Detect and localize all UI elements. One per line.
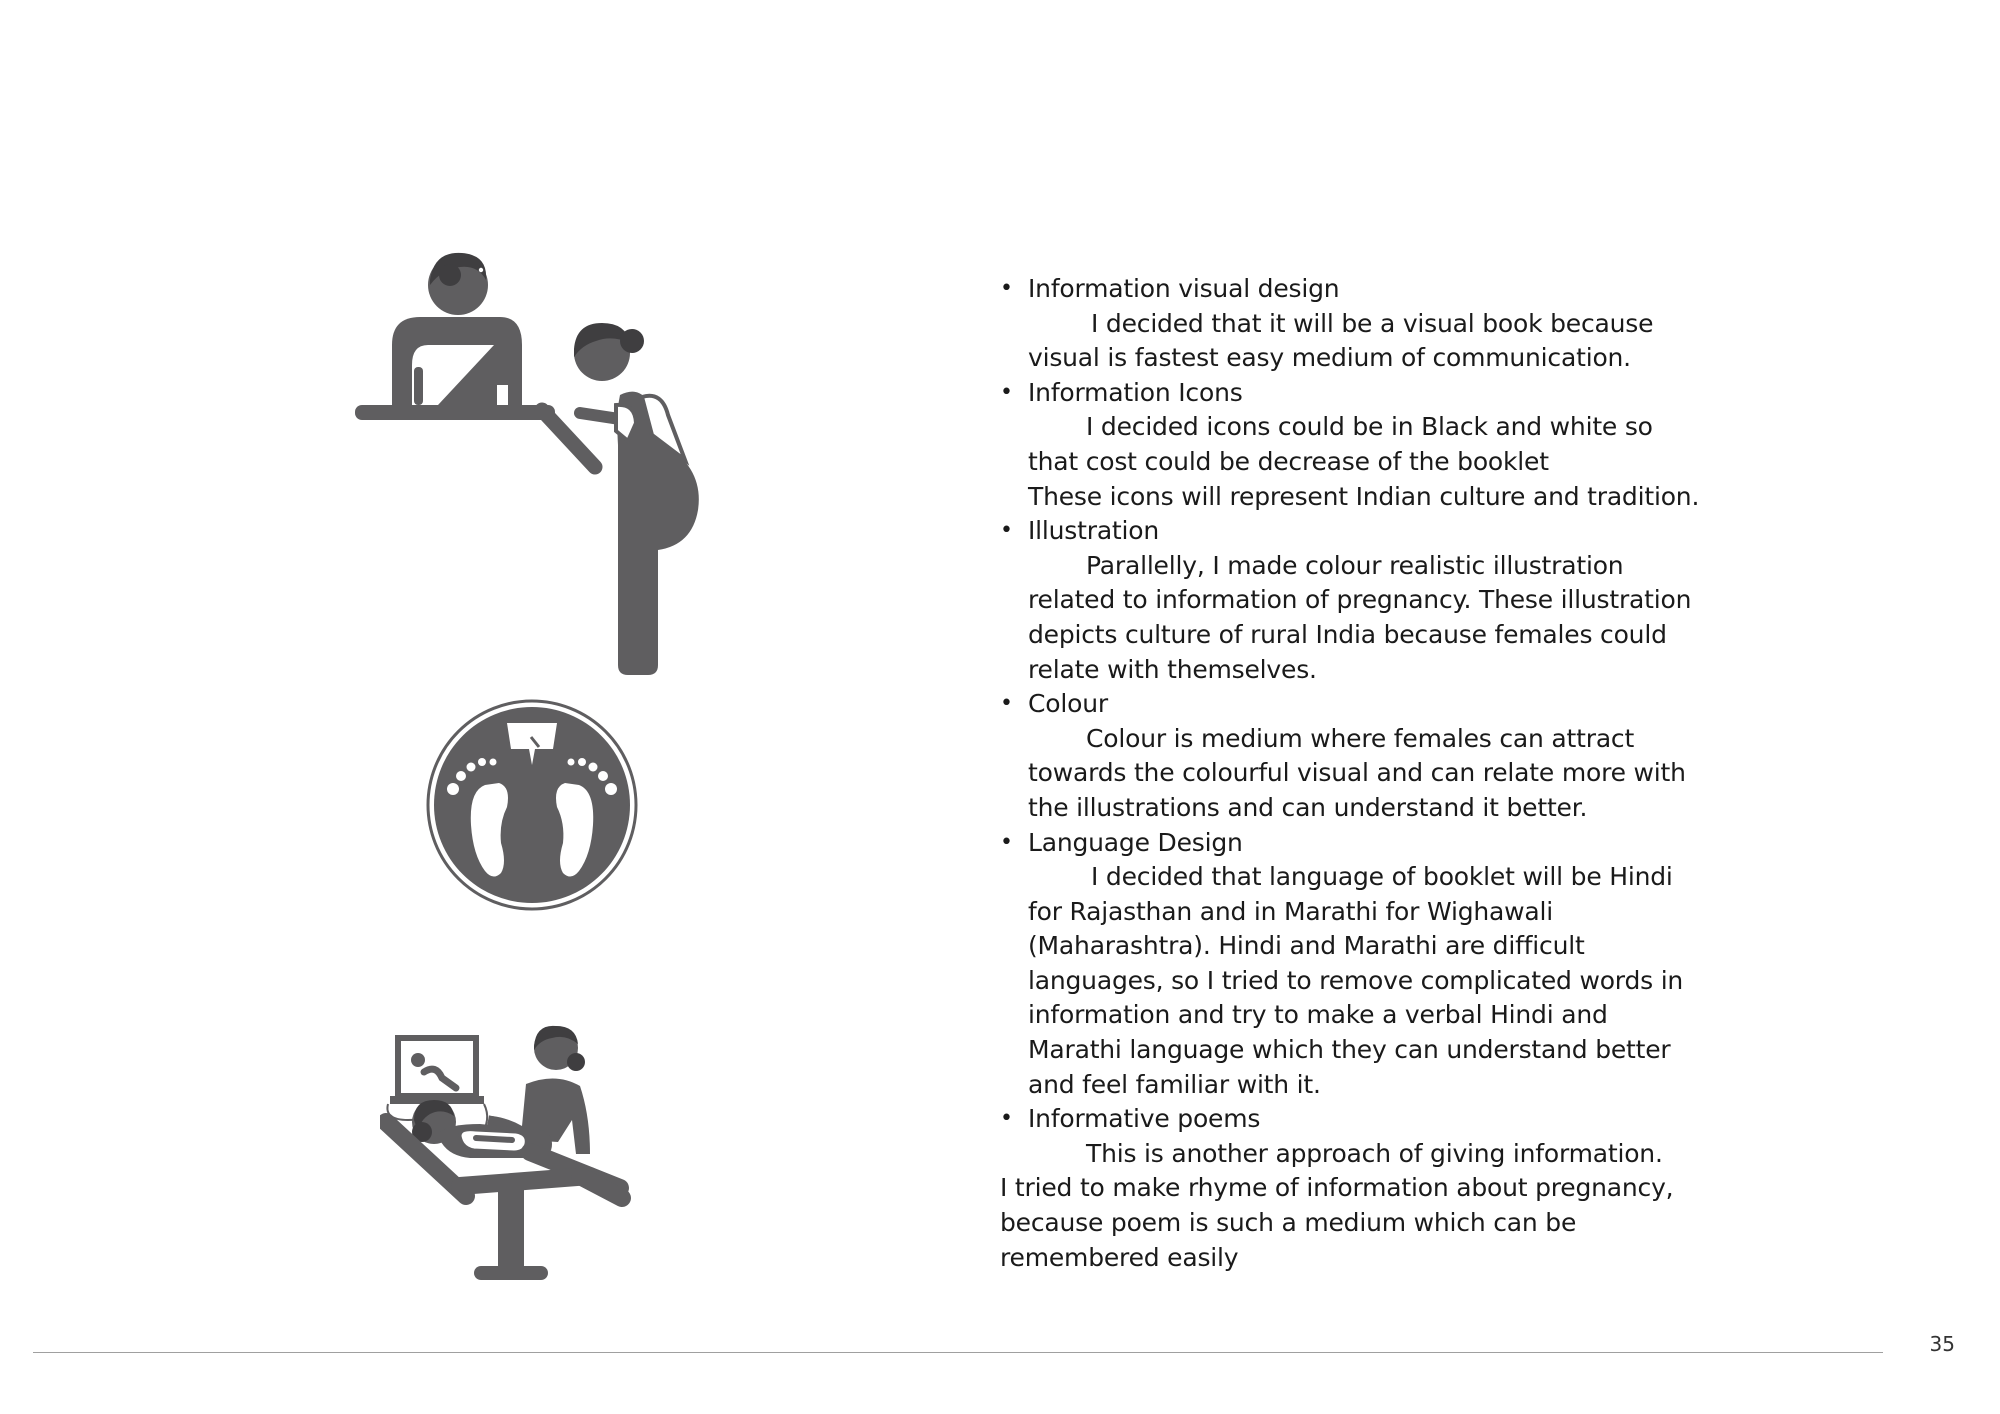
item-text: languages, so I tried to remove complicated words in <box>1028 965 1684 995</box>
bullet: • <box>1000 691 1013 717</box>
closing-text: remembered easily <box>1000 1242 1239 1272</box>
item-text: related to information of pregnancy. These illustration <box>1028 585 1692 615</box>
design-notes <box>1000 272 1720 1275</box>
item-text: that cost could be decrease of the booklet <box>1028 446 1549 476</box>
closing-paragraph <box>1000 1171 1720 1275</box>
item-title: Informative poems <box>1028 1104 1261 1134</box>
item-text: I decided that it will be a visual book because <box>1091 308 1654 338</box>
bullet: • <box>1000 518 1013 544</box>
bullet: • <box>1000 276 1013 301</box>
item-text: These icons will represent Indian culture and tradition. <box>1028 481 1700 511</box>
footer-divider <box>33 1352 1883 1353</box>
item-title: Information Icons <box>1028 377 1243 407</box>
item-text: and feel familiar with it. <box>1028 1069 1321 1099</box>
list-item <box>1000 826 1720 1103</box>
item-text: the illustrations and can understand it better. <box>1028 792 1588 822</box>
list-item <box>1000 1102 1720 1171</box>
weighing-scale-footprints-icon <box>425 695 640 915</box>
item-text: I decided that language of booklet will be Hindi <box>1091 862 1673 892</box>
item-title: Language Design <box>1028 827 1243 857</box>
reception-desk-pregnant-woman-icon <box>350 245 710 685</box>
bullet: • <box>1000 379 1013 405</box>
bullet: • <box>1000 1106 1013 1132</box>
list-item <box>1000 687 1720 825</box>
item-text: (Maharashtra). Hindi and Marathi are difficult <box>1028 931 1585 961</box>
item-text: This is another approach of giving information. <box>1086 1138 1663 1168</box>
list-item <box>1000 272 1720 376</box>
list-item <box>1000 514 1720 687</box>
item-title: Information visual design <box>1028 274 1340 303</box>
item-text: relate with themselves. <box>1028 654 1317 684</box>
ultrasound-scan-icon <box>380 1020 650 1295</box>
item-title: Illustration <box>1028 516 1160 546</box>
closing-text: because poem is such a medium which can be <box>1000 1208 1577 1238</box>
item-text: depicts culture of rural India because females could <box>1028 619 1667 649</box>
item-text: I decided icons could be in Black and white so <box>1086 412 1653 442</box>
closing-text: I tried to make rhyme of information about pregnancy, <box>1000 1173 1674 1203</box>
item-title: Colour <box>1028 689 1108 719</box>
item-text: Colour is medium where females can attract <box>1086 723 1635 753</box>
item-text: information and try to make a verbal Hindi and <box>1028 1000 1608 1030</box>
item-text: Marathi language which they can understand better <box>1028 1035 1671 1065</box>
item-text: for Rajasthan and in Marathi for Wighawali <box>1028 896 1553 926</box>
item-text: Parallelly, I made colour realistic illustration <box>1086 550 1624 580</box>
page-number: 35 <box>1929 1332 1955 1356</box>
item-text: towards the colourful visual and can relate more with <box>1028 758 1686 788</box>
item-text: visual is fastest easy medium of communication. <box>1028 343 1631 373</box>
bullet: • <box>1000 829 1013 855</box>
list-item <box>1000 376 1720 514</box>
design-notes-list <box>1000 272 1720 1171</box>
